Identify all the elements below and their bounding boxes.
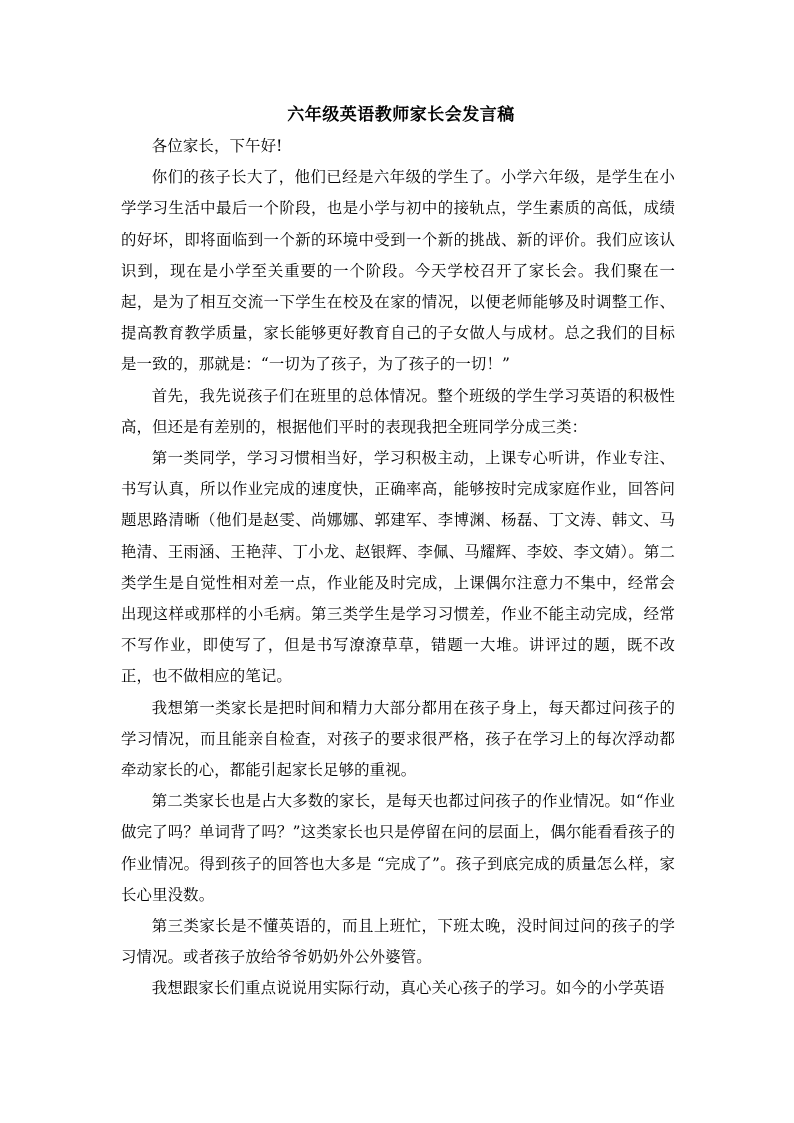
paragraph-parent-type-3: 第三类家长是不懂英语的，而且上班忙，下班太晚，没时间过问的孩子的学习情况。或者孩子放给爷爷奶奶外公外婆管。 bbox=[121, 917, 675, 967]
paragraph-intro: 你们的孩子长大了，他们已经是六年级的学生了。小学六年级，是学生在小学学习生活中最后一个阶段，也是小学与初中的接轨点，学生素质的高低，成绩的好坏，即将面临到一个新的环境中受到一个新的挑战、新的评价。我们应该认识到，现在是小学至关重要的一个阶段。今天学校召开了家长会。我们聚在一起，是为了相互交流一下学生在校及在家的情况，以便老师能够及时调整工作、提高教育教学质量，家长能够更好教育自己的子女做人与成材。总之我们的目标是一致的，那就是：“一切为了孩子，为了孩子的一切！” bbox=[121, 168, 675, 374]
paragraph-student-types: 第一类同学，学习习惯相当好，学习积极主动，上课专心听讲，作业专注、书写认真，所以作业完成的速度快，正确率高，能够按时完成家庭作业，回答问题思路清晰（他们是赵雯、尚娜娜、郭建军、李博渊、杨磊、丁文涛、韩文、马艳清、王雨涵、王艳萍、丁小龙、赵银辉、李佩、马耀辉、李姣、李文婧）。第二类学生是自觉性相对差一点，作业能及时完成，上课偶尔注意力不集中，经常会出现这样或那样的小毛病。第三类学生是学习习惯差，作业不能主动完成，经常不写作业，即使写了，但是书写潦潦草草，错题一大堆。讲评过的题，既不改正，也不做相应的笔记。 bbox=[121, 449, 675, 686]
paragraph-closing: 我想跟家长们重点说说用实际行动，真心关心孩子的学习。如今的小学英语 bbox=[151, 979, 665, 998]
paragraph-parent-type-2: 第二类家长也是占大多数的家长，是每天也都过问孩子的作业情况。如“作业做完了吗？单词背了吗？”这类家长也只是停留在问的层面上，偶尔能看看孩子的作业情况。得到孩子的回答也大多是 “完成了”。孩子到底完成的质量怎么样，家长心里没数。 bbox=[121, 792, 675, 904]
document-page bbox=[121, 103, 675, 1005]
paragraph-parent-type-1: 我想第一类家长是把时间和精力大部分都用在孩子身上，每天都过问孩子的学习情况，而且能亲自检查，对孩子的要求很严格，孩子在学习上的每次浮动都牵动家长的心，都能引起家长足够的重视。 bbox=[121, 698, 675, 780]
document-title: 六年级英语教师家长会发言稿 bbox=[287, 105, 515, 125]
paragraph-overview: 首先，我先说孩子们在班里的总体情况。整个班级的学生学习英语的积极性高，但还是有差别的，根据他们平时的表现我把全班同学分成三类： bbox=[121, 386, 675, 436]
paragraph-greeting: 各位家长，下午好! bbox=[151, 137, 283, 155]
